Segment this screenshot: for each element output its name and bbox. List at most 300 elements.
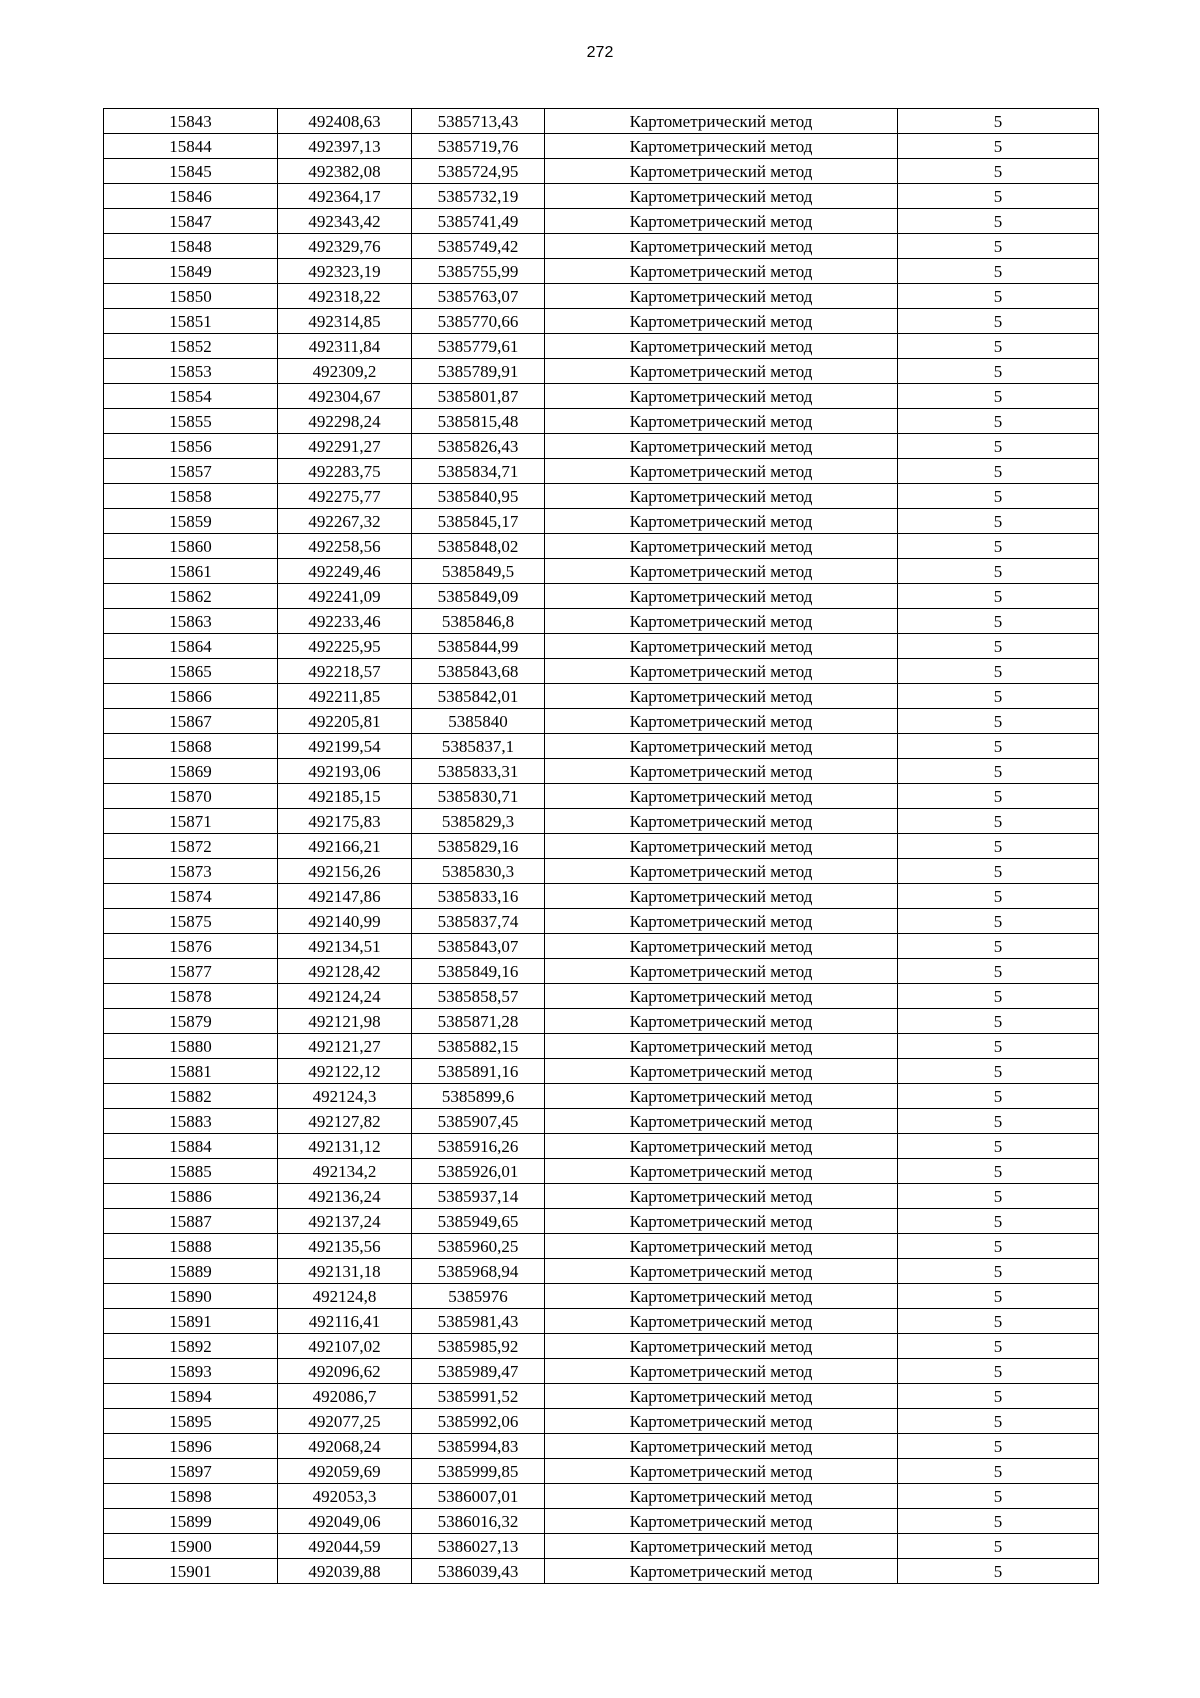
point-number-cell: 15862 (104, 584, 278, 609)
table-row (104, 1009, 1099, 1034)
table-row (104, 1034, 1099, 1059)
table-row (104, 759, 1099, 784)
y-coordinate-cell: 5385833,31 (412, 759, 545, 784)
accuracy-cell: 5 (898, 884, 1099, 909)
y-coordinate-cell: 5385837,1 (412, 734, 545, 759)
x-coordinate-cell: 492185,15 (278, 784, 412, 809)
point-number-cell: 15886 (104, 1184, 278, 1209)
method-cell: Картометрический метод (545, 134, 898, 159)
method-cell: Картометрический метод (545, 759, 898, 784)
method-cell: Картометрический метод (545, 1159, 898, 1184)
method-cell: Картометрический метод (545, 784, 898, 809)
table-row (104, 784, 1099, 809)
table-row (104, 184, 1099, 209)
coordinates-table (103, 108, 1099, 1584)
method-cell: Картометрический метод (545, 1284, 898, 1309)
method-cell: Картометрический метод (545, 634, 898, 659)
accuracy-cell: 5 (898, 434, 1099, 459)
y-coordinate-cell: 5385741,49 (412, 209, 545, 234)
y-coordinate-cell: 5385840,95 (412, 484, 545, 509)
method-cell: Картометрический метод (545, 334, 898, 359)
point-number-cell: 15866 (104, 684, 278, 709)
y-coordinate-cell: 5385749,42 (412, 234, 545, 259)
accuracy-cell: 5 (898, 634, 1099, 659)
x-coordinate-cell: 492211,85 (278, 684, 412, 709)
y-coordinate-cell: 5385999,85 (412, 1459, 545, 1484)
accuracy-cell: 5 (898, 1059, 1099, 1084)
y-coordinate-cell: 5385834,71 (412, 459, 545, 484)
x-coordinate-cell: 492140,99 (278, 909, 412, 934)
accuracy-cell: 5 (898, 359, 1099, 384)
accuracy-cell: 5 (898, 984, 1099, 1009)
method-cell: Картометрический метод (545, 1134, 898, 1159)
x-coordinate-cell: 492275,77 (278, 484, 412, 509)
accuracy-cell: 5 (898, 284, 1099, 309)
point-number-cell: 15883 (104, 1109, 278, 1134)
x-coordinate-cell: 492086,7 (278, 1384, 412, 1409)
accuracy-cell: 5 (898, 1284, 1099, 1309)
accuracy-cell: 5 (898, 659, 1099, 684)
table-row (104, 259, 1099, 284)
method-cell: Картометрический метод (545, 1034, 898, 1059)
point-number-cell: 15890 (104, 1284, 278, 1309)
accuracy-cell: 5 (898, 809, 1099, 834)
table-row (104, 484, 1099, 509)
accuracy-cell: 5 (898, 1484, 1099, 1509)
table-row (104, 934, 1099, 959)
x-coordinate-cell: 492124,8 (278, 1284, 412, 1309)
method-cell: Картометрический метод (545, 484, 898, 509)
point-number-cell: 15897 (104, 1459, 278, 1484)
x-coordinate-cell: 492218,57 (278, 659, 412, 684)
table-row (104, 284, 1099, 309)
y-coordinate-cell: 5385840 (412, 709, 545, 734)
y-coordinate-cell: 5385843,68 (412, 659, 545, 684)
method-cell: Картометрический метод (545, 384, 898, 409)
point-number-cell: 15843 (104, 109, 278, 134)
x-coordinate-cell: 492136,24 (278, 1184, 412, 1209)
table-row (104, 409, 1099, 434)
point-number-cell: 15888 (104, 1234, 278, 1259)
point-number-cell: 15889 (104, 1259, 278, 1284)
x-coordinate-cell: 492134,51 (278, 934, 412, 959)
point-number-cell: 15845 (104, 159, 278, 184)
accuracy-cell: 5 (898, 859, 1099, 884)
x-coordinate-cell: 492309,2 (278, 359, 412, 384)
method-cell: Картометрический метод (545, 1009, 898, 1034)
point-number-cell: 15851 (104, 309, 278, 334)
accuracy-cell: 5 (898, 1084, 1099, 1109)
x-coordinate-cell: 492258,56 (278, 534, 412, 559)
y-coordinate-cell: 5385849,16 (412, 959, 545, 984)
y-coordinate-cell: 5385845,17 (412, 509, 545, 534)
method-cell: Картометрический метод (545, 1234, 898, 1259)
accuracy-cell: 5 (898, 1409, 1099, 1434)
y-coordinate-cell: 5386039,43 (412, 1559, 545, 1584)
x-coordinate-cell: 492131,18 (278, 1259, 412, 1284)
accuracy-cell: 5 (898, 1384, 1099, 1409)
x-coordinate-cell: 492107,02 (278, 1334, 412, 1359)
point-number-cell: 15860 (104, 534, 278, 559)
accuracy-cell: 5 (898, 609, 1099, 634)
x-coordinate-cell: 492397,13 (278, 134, 412, 159)
table-row (104, 559, 1099, 584)
x-coordinate-cell: 492283,75 (278, 459, 412, 484)
y-coordinate-cell: 5386027,13 (412, 1534, 545, 1559)
point-number-cell: 15892 (104, 1334, 278, 1359)
accuracy-cell: 5 (898, 959, 1099, 984)
x-coordinate-cell: 492267,32 (278, 509, 412, 534)
table-row (104, 1234, 1099, 1259)
accuracy-cell: 5 (898, 384, 1099, 409)
method-cell: Картометрический метод (545, 1509, 898, 1534)
table-row (104, 1209, 1099, 1234)
y-coordinate-cell: 5385968,94 (412, 1259, 545, 1284)
table-row (104, 584, 1099, 609)
method-cell: Картометрический метод (545, 259, 898, 284)
y-coordinate-cell: 5385724,95 (412, 159, 545, 184)
point-number-cell: 15891 (104, 1309, 278, 1334)
accuracy-cell: 5 (898, 134, 1099, 159)
x-coordinate-cell: 492121,27 (278, 1034, 412, 1059)
x-coordinate-cell: 492044,59 (278, 1534, 412, 1559)
table-row (104, 1359, 1099, 1384)
method-cell: Картометрический метод (545, 984, 898, 1009)
accuracy-cell: 5 (898, 1359, 1099, 1384)
table-row (104, 1184, 1099, 1209)
table-row (104, 1109, 1099, 1134)
x-coordinate-cell: 492382,08 (278, 159, 412, 184)
method-cell: Картометрический метод (545, 1184, 898, 1209)
accuracy-cell: 5 (898, 234, 1099, 259)
accuracy-cell: 5 (898, 584, 1099, 609)
y-coordinate-cell: 5385842,01 (412, 684, 545, 709)
point-number-cell: 15865 (104, 659, 278, 684)
point-number-cell: 15855 (104, 409, 278, 434)
table-row (104, 159, 1099, 184)
point-number-cell: 15852 (104, 334, 278, 359)
y-coordinate-cell: 5385949,65 (412, 1209, 545, 1234)
table-row (104, 1509, 1099, 1534)
accuracy-cell: 5 (898, 159, 1099, 184)
x-coordinate-cell: 492249,46 (278, 559, 412, 584)
table-row (104, 459, 1099, 484)
y-coordinate-cell: 5385815,48 (412, 409, 545, 434)
y-coordinate-cell: 5385916,26 (412, 1134, 545, 1159)
method-cell: Картометрический метод (545, 434, 898, 459)
table-row (104, 834, 1099, 859)
point-number-cell: 15847 (104, 209, 278, 234)
y-coordinate-cell: 5385732,19 (412, 184, 545, 209)
point-number-cell: 15854 (104, 384, 278, 409)
table-row (104, 859, 1099, 884)
point-number-cell: 15878 (104, 984, 278, 1009)
method-cell: Картометрический метод (545, 309, 898, 334)
y-coordinate-cell: 5385926,01 (412, 1159, 545, 1184)
y-coordinate-cell: 5385989,47 (412, 1359, 545, 1384)
x-coordinate-cell: 492039,88 (278, 1559, 412, 1584)
table-row (104, 534, 1099, 559)
table-row (104, 734, 1099, 759)
table-row (104, 634, 1099, 659)
y-coordinate-cell: 5385937,14 (412, 1184, 545, 1209)
accuracy-cell: 5 (898, 184, 1099, 209)
method-cell: Картометрический метод (545, 1434, 898, 1459)
point-number-cell: 15850 (104, 284, 278, 309)
accuracy-cell: 5 (898, 509, 1099, 534)
accuracy-cell: 5 (898, 784, 1099, 809)
point-number-cell: 15873 (104, 859, 278, 884)
x-coordinate-cell: 492147,86 (278, 884, 412, 909)
method-cell: Картометрический метод (545, 109, 898, 134)
x-coordinate-cell: 492122,12 (278, 1059, 412, 1084)
method-cell: Картометрический метод (545, 1384, 898, 1409)
table-row (104, 1559, 1099, 1584)
point-number-cell: 15876 (104, 934, 278, 959)
method-cell: Картометрический метод (545, 884, 898, 909)
x-coordinate-cell: 492124,3 (278, 1084, 412, 1109)
point-number-cell: 15881 (104, 1059, 278, 1084)
x-coordinate-cell: 492059,69 (278, 1459, 412, 1484)
method-cell: Картометрический метод (545, 359, 898, 384)
y-coordinate-cell: 5385844,99 (412, 634, 545, 659)
method-cell: Картометрический метод (545, 1309, 898, 1334)
table-row (104, 884, 1099, 909)
x-coordinate-cell: 492323,19 (278, 259, 412, 284)
accuracy-cell: 5 (898, 759, 1099, 784)
table-row (104, 309, 1099, 334)
y-coordinate-cell: 5385719,76 (412, 134, 545, 159)
table-row (104, 1259, 1099, 1284)
accuracy-cell: 5 (898, 934, 1099, 959)
x-coordinate-cell: 492318,22 (278, 284, 412, 309)
method-cell: Картометрический метод (545, 684, 898, 709)
y-coordinate-cell: 5385830,71 (412, 784, 545, 809)
table-row (104, 234, 1099, 259)
accuracy-cell: 5 (898, 209, 1099, 234)
y-coordinate-cell: 5385891,16 (412, 1059, 545, 1084)
x-coordinate-cell: 492364,17 (278, 184, 412, 209)
table-row (104, 1334, 1099, 1359)
method-cell: Картометрический метод (545, 1109, 898, 1134)
point-number-cell: 15871 (104, 809, 278, 834)
method-cell: Картометрический метод (545, 284, 898, 309)
method-cell: Картометрический метод (545, 459, 898, 484)
accuracy-cell: 5 (898, 409, 1099, 434)
x-coordinate-cell: 492193,06 (278, 759, 412, 784)
table-row (104, 809, 1099, 834)
point-number-cell: 15893 (104, 1359, 278, 1384)
method-cell: Картометрический метод (545, 659, 898, 684)
accuracy-cell: 5 (898, 1309, 1099, 1334)
method-cell: Картометрический метод (545, 1409, 898, 1434)
method-cell: Картометрический метод (545, 809, 898, 834)
x-coordinate-cell: 492233,46 (278, 609, 412, 634)
x-coordinate-cell: 492127,82 (278, 1109, 412, 1134)
accuracy-cell: 5 (898, 834, 1099, 859)
point-number-cell: 15853 (104, 359, 278, 384)
x-coordinate-cell: 492068,24 (278, 1434, 412, 1459)
accuracy-cell: 5 (898, 1209, 1099, 1234)
point-number-cell: 15859 (104, 509, 278, 534)
accuracy-cell: 5 (898, 1034, 1099, 1059)
table-row (104, 1484, 1099, 1509)
table-row (104, 1084, 1099, 1109)
table-row (104, 959, 1099, 984)
y-coordinate-cell: 5385858,57 (412, 984, 545, 1009)
point-number-cell: 15857 (104, 459, 278, 484)
table-row (104, 1459, 1099, 1484)
point-number-cell: 15884 (104, 1134, 278, 1159)
point-number-cell: 15900 (104, 1534, 278, 1559)
coordinates-table-body (104, 109, 1099, 1584)
x-coordinate-cell: 492116,41 (278, 1309, 412, 1334)
point-number-cell: 15844 (104, 134, 278, 159)
table-row (104, 109, 1099, 134)
point-number-cell: 15849 (104, 259, 278, 284)
y-coordinate-cell: 5385770,66 (412, 309, 545, 334)
method-cell: Картометрический метод (545, 184, 898, 209)
y-coordinate-cell: 5385755,99 (412, 259, 545, 284)
method-cell: Картометрический метод (545, 1059, 898, 1084)
y-coordinate-cell: 5386007,01 (412, 1484, 545, 1509)
accuracy-cell: 5 (898, 259, 1099, 284)
method-cell: Картометрический метод (545, 534, 898, 559)
method-cell: Картометрический метод (545, 859, 898, 884)
method-cell: Картометрический метод (545, 1209, 898, 1234)
accuracy-cell: 5 (898, 459, 1099, 484)
method-cell: Картометрический метод (545, 834, 898, 859)
x-coordinate-cell: 492128,42 (278, 959, 412, 984)
x-coordinate-cell: 492343,42 (278, 209, 412, 234)
x-coordinate-cell: 492124,24 (278, 984, 412, 1009)
y-coordinate-cell: 5385801,87 (412, 384, 545, 409)
point-number-cell: 15868 (104, 734, 278, 759)
x-coordinate-cell: 492311,84 (278, 334, 412, 359)
y-coordinate-cell: 5385991,52 (412, 1384, 545, 1409)
y-coordinate-cell: 5385779,61 (412, 334, 545, 359)
table-row (104, 1134, 1099, 1159)
y-coordinate-cell: 5385848,02 (412, 534, 545, 559)
accuracy-cell: 5 (898, 334, 1099, 359)
y-coordinate-cell: 5385882,15 (412, 1034, 545, 1059)
table-row (104, 1159, 1099, 1184)
y-coordinate-cell: 5385992,06 (412, 1409, 545, 1434)
y-coordinate-cell: 5385907,45 (412, 1109, 545, 1134)
table-row (104, 1384, 1099, 1409)
y-coordinate-cell: 5385713,43 (412, 109, 545, 134)
x-coordinate-cell: 492314,85 (278, 309, 412, 334)
point-number-cell: 15864 (104, 634, 278, 659)
point-number-cell: 15846 (104, 184, 278, 209)
point-number-cell: 15875 (104, 909, 278, 934)
method-cell: Картометрический метод (545, 1259, 898, 1284)
y-coordinate-cell: 5385981,43 (412, 1309, 545, 1334)
method-cell: Картометрический метод (545, 959, 898, 984)
table-row (104, 134, 1099, 159)
x-coordinate-cell: 492166,21 (278, 834, 412, 859)
accuracy-cell: 5 (898, 484, 1099, 509)
x-coordinate-cell: 492049,06 (278, 1509, 412, 1534)
point-number-cell: 15861 (104, 559, 278, 584)
x-coordinate-cell: 492053,3 (278, 1484, 412, 1509)
y-coordinate-cell: 5385871,28 (412, 1009, 545, 1034)
table-row (104, 359, 1099, 384)
table-row (104, 1409, 1099, 1434)
x-coordinate-cell: 492121,98 (278, 1009, 412, 1034)
table-row (104, 1309, 1099, 1334)
method-cell: Картометрический метод (545, 584, 898, 609)
x-coordinate-cell: 492298,24 (278, 409, 412, 434)
method-cell: Картометрический метод (545, 734, 898, 759)
y-coordinate-cell: 5385789,91 (412, 359, 545, 384)
y-coordinate-cell: 5385833,16 (412, 884, 545, 909)
accuracy-cell: 5 (898, 534, 1099, 559)
point-number-cell: 15880 (104, 1034, 278, 1059)
y-coordinate-cell: 5386016,32 (412, 1509, 545, 1534)
y-coordinate-cell: 5385829,3 (412, 809, 545, 834)
y-coordinate-cell: 5385829,16 (412, 834, 545, 859)
accuracy-cell: 5 (898, 1259, 1099, 1284)
point-number-cell: 15848 (104, 234, 278, 259)
accuracy-cell: 5 (898, 1509, 1099, 1534)
table-row (104, 684, 1099, 709)
x-coordinate-cell: 492134,2 (278, 1159, 412, 1184)
x-coordinate-cell: 492205,81 (278, 709, 412, 734)
point-number-cell: 15882 (104, 1084, 278, 1109)
accuracy-cell: 5 (898, 684, 1099, 709)
accuracy-cell: 5 (898, 1234, 1099, 1259)
method-cell: Картометрический метод (545, 159, 898, 184)
method-cell: Картометрический метод (545, 409, 898, 434)
accuracy-cell: 5 (898, 109, 1099, 134)
accuracy-cell: 5 (898, 734, 1099, 759)
point-number-cell: 15872 (104, 834, 278, 859)
accuracy-cell: 5 (898, 1109, 1099, 1134)
method-cell: Картометрический метод (545, 1084, 898, 1109)
y-coordinate-cell: 5385846,8 (412, 609, 545, 634)
y-coordinate-cell: 5385960,25 (412, 1234, 545, 1259)
method-cell: Картометрический метод (545, 509, 898, 534)
table-row (104, 1534, 1099, 1559)
y-coordinate-cell: 5385826,43 (412, 434, 545, 459)
table-row (104, 984, 1099, 1009)
table-row (104, 434, 1099, 459)
table-row (104, 209, 1099, 234)
point-number-cell: 15879 (104, 1009, 278, 1034)
point-number-cell: 15863 (104, 609, 278, 634)
x-coordinate-cell: 492137,24 (278, 1209, 412, 1234)
point-number-cell: 15870 (104, 784, 278, 809)
method-cell: Картометрический метод (545, 934, 898, 959)
x-coordinate-cell: 492175,83 (278, 809, 412, 834)
x-coordinate-cell: 492077,25 (278, 1409, 412, 1434)
accuracy-cell: 5 (898, 1134, 1099, 1159)
point-number-cell: 15887 (104, 1209, 278, 1234)
table-row (104, 659, 1099, 684)
y-coordinate-cell: 5385994,83 (412, 1434, 545, 1459)
accuracy-cell: 5 (898, 1159, 1099, 1184)
x-coordinate-cell: 492135,56 (278, 1234, 412, 1259)
y-coordinate-cell: 5385849,5 (412, 559, 545, 584)
y-coordinate-cell: 5385830,3 (412, 859, 545, 884)
x-coordinate-cell: 492241,09 (278, 584, 412, 609)
x-coordinate-cell: 492096,62 (278, 1359, 412, 1384)
point-number-cell: 15874 (104, 884, 278, 909)
accuracy-cell: 5 (898, 709, 1099, 734)
method-cell: Картометрический метод (545, 1334, 898, 1359)
y-coordinate-cell: 5385763,07 (412, 284, 545, 309)
